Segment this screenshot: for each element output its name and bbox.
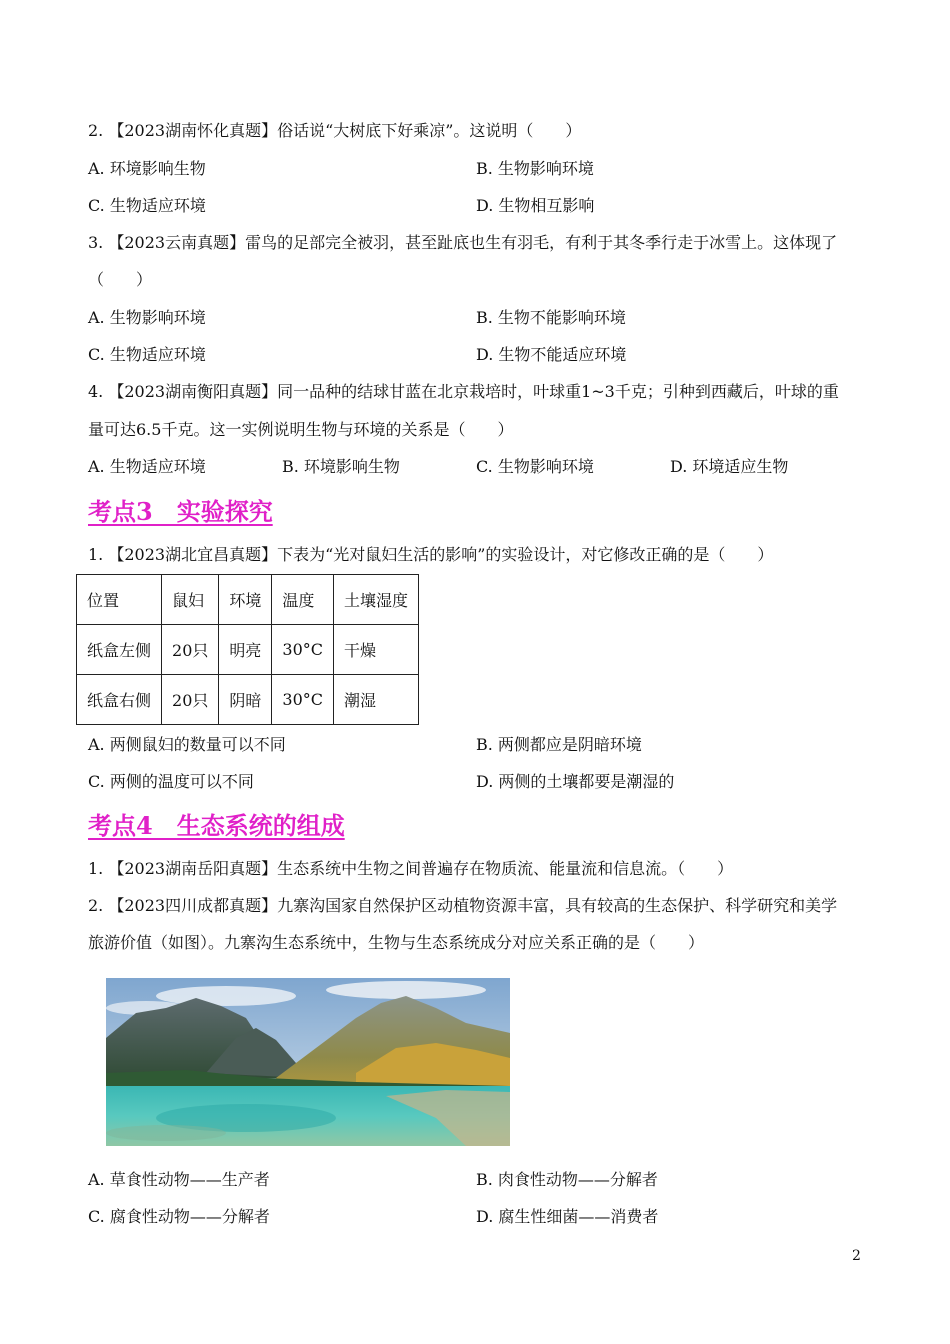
lake-landscape-photo [106,978,510,1146]
section-3-heading: 考点3 实验探究 [88,497,273,526]
table-cell: 纸盒右侧 [77,675,162,725]
s3-option-b: B. 两侧都应是阴暗环境 [476,735,642,754]
s4-option-d: D. 腐生性细菌——消费者 [476,1207,659,1226]
table-cell: 30°C [272,625,334,675]
table-header-cell: 位置 [77,575,162,625]
q3-option-c: C. 生物适应环境 [88,345,206,364]
table-header-cell: 温度 [272,575,334,625]
table-cell: 潮湿 [334,675,419,725]
q2-option-d: D. 生物相互影响 [476,196,595,215]
q4-option-d: D. 环境适应生物 [670,457,789,476]
s4-option-b: B. 肉食性动物——分解者 [476,1170,658,1189]
table-cell: 干燥 [334,625,419,675]
s3-option-d: D. 两侧的土壤都要是潮湿的 [476,772,675,791]
q3-option-b: B. 生物不能影响环境 [476,308,626,327]
section-4-question-2-stem-line1: 2. 【2023四川成都真题】九寨沟国家自然保护区动植物资源丰富，具有较高的生态保护、科学研究和美学 [88,896,838,915]
table-header-cell: 土壤湿度 [334,575,419,625]
question-4-stem-line2: 量可达6.5千克。这一实例说明生物与环境的关系是（ ） [88,420,514,439]
table-header-cell: 环境 [219,575,272,625]
section-4-question-2-stem-line2: 旅游价值（如图）。九寨沟生态系统中，生物与生态系统成分对应关系正确的是（ ） [88,933,705,952]
table-cell: 30°C [272,675,334,725]
question-3-stem-line1: 3. 【2023云南真题】雷鸟的足部完全被羽，甚至趾底也生有羽毛，有利于其冬季行走于冰雪上。这体现了 [88,233,838,252]
section-3-question-1-stem: 1. 【2023湖北宜昌真题】下表为“光对鼠妇生活的影响”的实验设计，对它修改正确的是（ ） [88,545,774,564]
table-cell: 纸盒左侧 [77,625,162,675]
table-cell: 明亮 [219,625,272,675]
question-4-stem-line1: 4. 【2023湖南衡阳真题】同一品种的结球甘蓝在北京栽培时，叶球重1~3千克；引种到西藏后，叶球的重 [88,382,839,401]
table-header-cell: 鼠妇 [162,575,219,625]
q4-option-b: B. 环境影响生物 [282,457,400,476]
question-3-stem-line2: （ ） [88,270,153,289]
q4-option-c: C. 生物影响环境 [476,457,594,476]
table-row [77,675,419,725]
s3-option-a: A. 两侧鼠妇的数量可以不同 [88,735,286,754]
s3-option-c: C. 两侧的温度可以不同 [88,772,254,791]
q3-option-d: D. 生物不能适应环境 [476,345,627,364]
q2-option-c: C. 生物适应环境 [88,196,206,215]
q4-option-a: A. 生物适应环境 [88,457,206,476]
s4-option-a: A. 草食性动物——生产者 [88,1170,270,1189]
section-4-heading: 考点4 生态系统的组成 [88,811,345,840]
table-row [77,625,419,675]
section-4-question-1-stem: 1. 【2023湖南岳阳真题】生态系统中生物之间普遍存在物质流、能量流和信息流。（ ） [88,859,734,878]
experiment-table [76,574,419,725]
q2-option-a: A. 环境影响生物 [88,159,206,178]
s4-option-c: C. 腐食性动物——分解者 [88,1207,270,1226]
q2-option-b: B. 生物影响环境 [476,159,594,178]
question-2-stem: 2. 【2023湖南怀化真题】俗话说“大树底下好乘凉”。这说明（ ） [88,121,582,140]
table-cell: 阴暗 [219,675,272,725]
page-number: 2 [852,1248,861,1264]
table-cell: 20只 [162,625,219,675]
table-cell: 20只 [162,675,219,725]
table-header-row [77,575,419,625]
q3-option-a: A. 生物影响环境 [88,308,206,327]
